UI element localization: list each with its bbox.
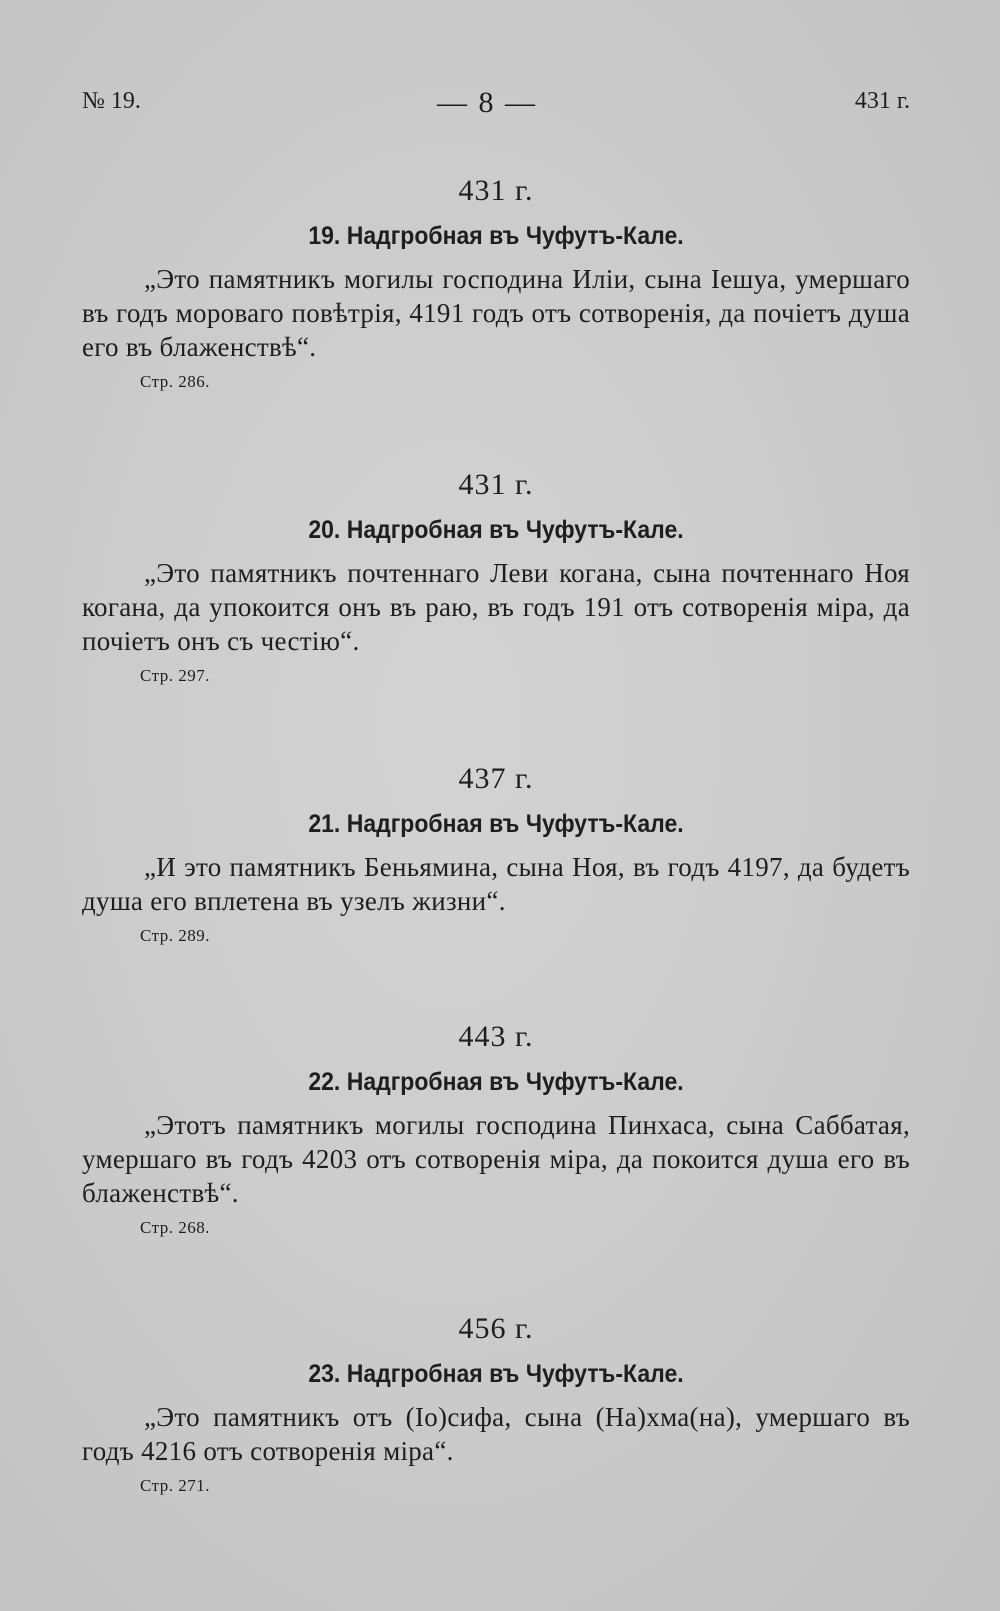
entry-title: 20. Надгробная въ Чуфутъ-Кале.	[308, 516, 684, 544]
inscription-entry-21	[82, 756, 910, 946]
inscription-entry-19	[82, 168, 910, 392]
entry-title: 19. Надгробная въ Чуфутъ-Кале.	[308, 222, 684, 250]
entry-year: 437 г.	[458, 762, 534, 795]
inscription-entry-20	[82, 462, 910, 686]
entry-text: „Этотъ памятникъ могилы господина Пинхаса, сына Саббатая, умершаго въ годъ 4203 отъ сотворенія міра, да покоится душа его въ блаженствѣ“.	[82, 1110, 910, 1208]
page-number: — 8 —	[437, 86, 537, 119]
entry-text: „Это памятникъ могилы господина Иліи, сына Іешуа, умершаго въ годъ мороваго повѣтрія, 4191 годъ отъ сотворенія, да почіетъ душа его въ блаженствѣ“.	[82, 264, 910, 362]
page-reference: Стр. 289.	[140, 926, 211, 945]
header-year: 431 г.	[854, 88, 910, 114]
entry-text: „Это памятникъ почтеннаго Леви когана, сына почтеннаго Ноя когана, да упокоится онъ въ раю, въ годъ 191 отъ сотворенія міра, да почіетъ онъ съ честію“.	[82, 558, 910, 656]
entry-year: 443 г.	[458, 1020, 534, 1053]
page-header	[82, 88, 910, 122]
entry-title: 23. Надгробная въ Чуфутъ-Кале.	[308, 1360, 684, 1388]
inscription-entry-22	[82, 1014, 910, 1238]
entry-title: 21. Надгробная въ Чуфутъ-Кале.	[308, 810, 684, 838]
page-reference: Стр. 286.	[140, 372, 211, 391]
entry-year: 456 г.	[458, 1312, 534, 1345]
entry-text: „Это памятникъ отъ (Іо)сифа, сына (На)хма(на), умершаго въ годъ 4216 отъ сотворенія міра“.	[82, 1402, 910, 1466]
page-reference: Стр. 271.	[140, 1476, 211, 1495]
inscription-entry-23	[82, 1306, 910, 1496]
entry-title: 22. Надгробная въ Чуфутъ-Кале.	[308, 1068, 684, 1096]
issue-number: № 19.	[82, 88, 141, 114]
page-reference: Стр. 297.	[140, 666, 211, 685]
entry-text: „И это памятникъ Беньямина, сына Ноя, въ годъ 4197, да будетъ душа его вплетена въ узелъ жизни“.	[82, 852, 910, 916]
entry-year: 431 г.	[458, 174, 534, 207]
entry-year: 431 г.	[458, 468, 534, 501]
page-reference: Стр. 268.	[140, 1218, 211, 1237]
